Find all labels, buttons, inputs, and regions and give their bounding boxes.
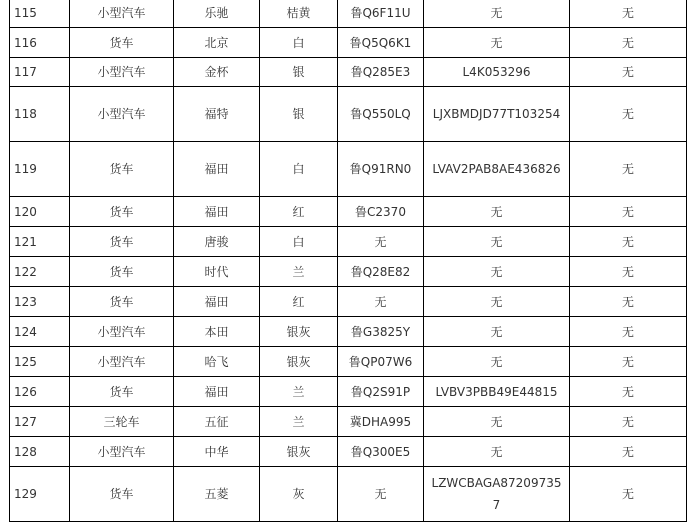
table-row xyxy=(10,347,687,377)
vehicle-type-cell: 三轮车 xyxy=(70,407,174,437)
extra-note-cell: 无 xyxy=(570,257,687,287)
extra-note-cell: 无 xyxy=(570,437,687,467)
table-row xyxy=(10,467,687,522)
color-cell: 兰 xyxy=(260,407,338,437)
table-row xyxy=(10,437,687,467)
vehicle-type-cell: 小型汽车 xyxy=(70,87,174,142)
brand-cell: 时代 xyxy=(174,257,260,287)
table-row xyxy=(10,287,687,317)
color-cell: 兰 xyxy=(260,377,338,407)
plate-number-cell: 鲁Q28E82 xyxy=(338,257,424,287)
plate-number-cell: 鲁C2370 xyxy=(338,197,424,227)
extra-note-cell: 无 xyxy=(570,377,687,407)
vehicle-type-cell: 小型汽车 xyxy=(70,58,174,87)
row-number-cell: 124 xyxy=(10,317,70,347)
extra-note-cell: 无 xyxy=(570,227,687,257)
extra-note-cell: 无 xyxy=(570,58,687,87)
table-row xyxy=(10,317,687,347)
plate-number-cell: 鲁Q285E3 xyxy=(338,58,424,87)
vehicle-type-cell: 小型汽车 xyxy=(70,0,174,28)
vin-code-cell: 无 xyxy=(424,197,570,227)
vehicle-type-cell: 小型汽车 xyxy=(70,437,174,467)
row-number-cell: 117 xyxy=(10,58,70,87)
vehicle-type-cell: 货车 xyxy=(70,142,174,197)
plate-number-cell: 鲁QP07W6 xyxy=(338,347,424,377)
brand-cell: 五征 xyxy=(174,407,260,437)
color-cell: 白 xyxy=(260,142,338,197)
vin-code-cell: 无 xyxy=(424,0,570,28)
vehicle-type-cell: 货车 xyxy=(70,287,174,317)
color-cell: 银灰 xyxy=(260,347,338,377)
row-number-cell: 129 xyxy=(10,467,70,522)
vehicle-type-cell: 货车 xyxy=(70,227,174,257)
table-row xyxy=(10,142,687,197)
vin-code-cell: 无 xyxy=(424,347,570,377)
row-number-cell: 120 xyxy=(10,197,70,227)
vehicle-type-cell: 货车 xyxy=(70,377,174,407)
color-cell: 兰 xyxy=(260,257,338,287)
plate-number-cell: 冀DHA995 xyxy=(338,407,424,437)
row-number-cell: 119 xyxy=(10,142,70,197)
color-cell: 桔黄 xyxy=(260,0,338,28)
color-cell: 银灰 xyxy=(260,437,338,467)
brand-cell: 乐驰 xyxy=(174,0,260,28)
plate-number-cell: 鲁Q6F11U xyxy=(338,0,424,28)
vin-code-cell: 无 xyxy=(424,257,570,287)
brand-cell: 福田 xyxy=(174,287,260,317)
extra-note-cell: 无 xyxy=(570,467,687,522)
plate-number-cell: 无 xyxy=(338,227,424,257)
color-cell: 白 xyxy=(260,227,338,257)
color-cell: 红 xyxy=(260,197,338,227)
table-row xyxy=(10,28,687,58)
vin-code-cell: LVBV3PBB49E44815 xyxy=(424,377,570,407)
extra-note-cell: 无 xyxy=(570,142,687,197)
color-cell: 银 xyxy=(260,87,338,142)
brand-cell: 金杯 xyxy=(174,58,260,87)
extra-note-cell: 无 xyxy=(570,287,687,317)
vehicle-type-cell: 货车 xyxy=(70,257,174,287)
brand-cell: 福特 xyxy=(174,87,260,142)
brand-cell: 本田 xyxy=(174,317,260,347)
extra-note-cell: 无 xyxy=(570,0,687,28)
plate-number-cell: 鲁Q2S91P xyxy=(338,377,424,407)
row-number-cell: 128 xyxy=(10,437,70,467)
plate-number-cell: 鲁Q5Q6K1 xyxy=(338,28,424,58)
vin-code-cell: 无 xyxy=(424,227,570,257)
extra-note-cell: 无 xyxy=(570,87,687,142)
vin-code-cell: 无 xyxy=(424,28,570,58)
color-cell: 银灰 xyxy=(260,317,338,347)
plate-number-cell: 鲁Q550LQ xyxy=(338,87,424,142)
table-row xyxy=(10,257,687,287)
vehicle-type-cell: 小型汽车 xyxy=(70,317,174,347)
brand-cell: 福田 xyxy=(174,197,260,227)
color-cell: 红 xyxy=(260,287,338,317)
vehicle-type-cell: 货车 xyxy=(70,467,174,522)
vehicle-type-cell: 货车 xyxy=(70,197,174,227)
vehicle-table xyxy=(9,0,687,522)
vehicle-type-cell: 小型汽车 xyxy=(70,347,174,377)
color-cell: 白 xyxy=(260,28,338,58)
brand-cell: 中华 xyxy=(174,437,260,467)
extra-note-cell: 无 xyxy=(570,28,687,58)
vin-code-cell: LZWCBAGA872097357 xyxy=(424,467,570,522)
row-number-cell: 118 xyxy=(10,87,70,142)
table-row xyxy=(10,407,687,437)
vin-code-cell: 无 xyxy=(424,437,570,467)
table-row xyxy=(10,197,687,227)
row-number-cell: 122 xyxy=(10,257,70,287)
brand-cell: 福田 xyxy=(174,142,260,197)
plate-number-cell: 鲁G3825Y xyxy=(338,317,424,347)
row-number-cell: 127 xyxy=(10,407,70,437)
row-number-cell: 115 xyxy=(10,0,70,28)
vin-code-cell: L4K053296 xyxy=(424,58,570,87)
row-number-cell: 121 xyxy=(10,227,70,257)
vin-code-cell: 无 xyxy=(424,407,570,437)
vin-code-cell: LJXBMDJD77T103254 xyxy=(424,87,570,142)
vin-code-cell: LVAV2PAB8AE436826 xyxy=(424,142,570,197)
table-row xyxy=(10,87,687,142)
table-row xyxy=(10,58,687,87)
extra-note-cell: 无 xyxy=(570,197,687,227)
vin-code-cell: 无 xyxy=(424,317,570,347)
plate-number-cell: 鲁Q91RN0 xyxy=(338,142,424,197)
table-row xyxy=(10,377,687,407)
plate-number-cell: 无 xyxy=(338,287,424,317)
vehicle-type-cell: 货车 xyxy=(70,28,174,58)
table-row xyxy=(10,0,687,28)
color-cell: 银 xyxy=(260,58,338,87)
brand-cell: 北京 xyxy=(174,28,260,58)
extra-note-cell: 无 xyxy=(570,407,687,437)
row-number-cell: 126 xyxy=(10,377,70,407)
table-row xyxy=(10,227,687,257)
extra-note-cell: 无 xyxy=(570,317,687,347)
brand-cell: 五菱 xyxy=(174,467,260,522)
row-number-cell: 123 xyxy=(10,287,70,317)
plate-number-cell: 无 xyxy=(338,467,424,522)
plate-number-cell: 鲁Q300E5 xyxy=(338,437,424,467)
brand-cell: 哈飞 xyxy=(174,347,260,377)
brand-cell: 唐骏 xyxy=(174,227,260,257)
extra-note-cell: 无 xyxy=(570,347,687,377)
vin-code-cell: 无 xyxy=(424,287,570,317)
row-number-cell: 125 xyxy=(10,347,70,377)
color-cell: 灰 xyxy=(260,467,338,522)
row-number-cell: 116 xyxy=(10,28,70,58)
brand-cell: 福田 xyxy=(174,377,260,407)
